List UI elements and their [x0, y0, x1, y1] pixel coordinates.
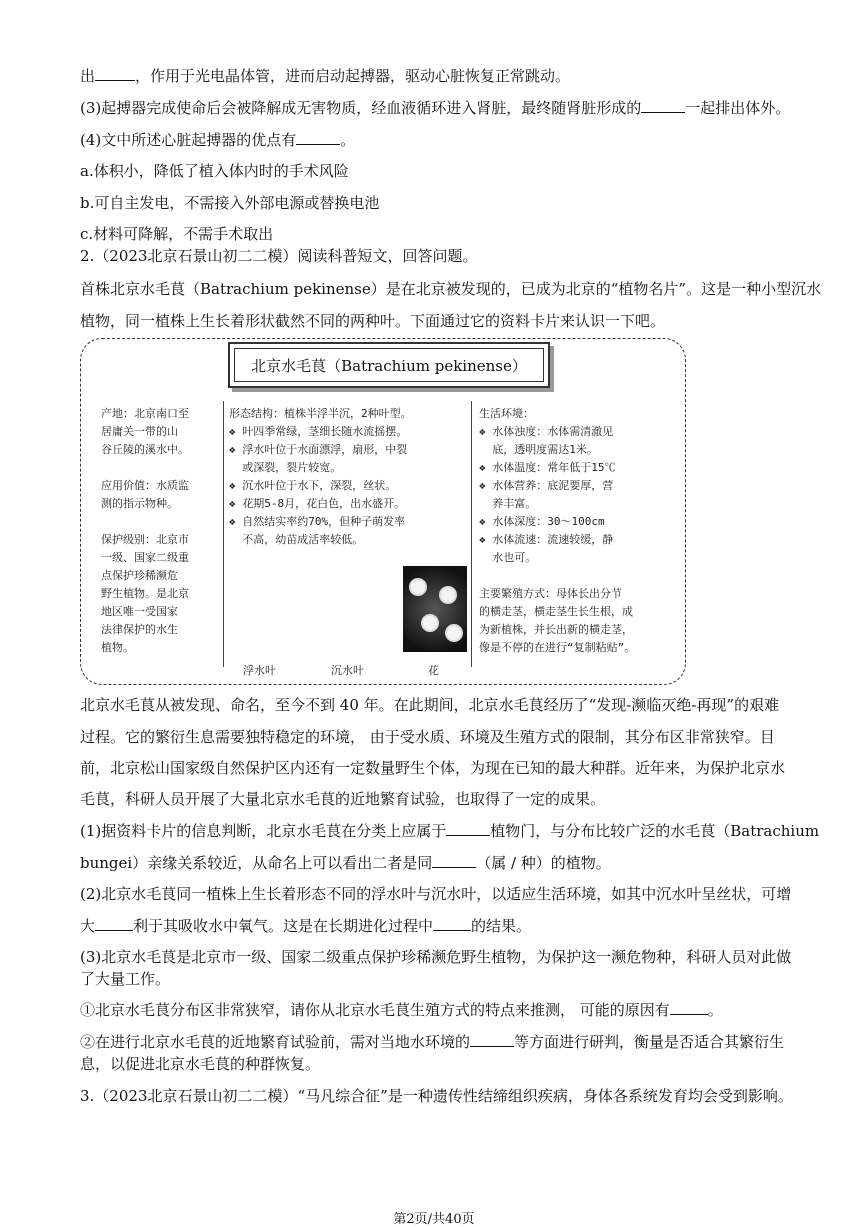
text-line: (4)文中所述心脏起搏器的优点有 。 — [80, 131, 356, 149]
caption-submerged-leaf: 沉水叶 — [331, 664, 364, 677]
answer-blank[interactable] — [670, 1000, 708, 1015]
question-3-header: 3.（2023北京石景山初二二模）“马凡综合征”是一种遗传性结缔组织疾病，身体各系统发育均会受到影响。 — [80, 1087, 793, 1105]
card-title: 北京水毛茛（Batrachium pekinense） — [234, 348, 544, 382]
option-c: c.材料可降解，不需手术取出 — [80, 225, 274, 243]
answer-blank[interactable] — [446, 821, 490, 836]
column-divider — [471, 401, 472, 667]
page-footer: 第2页/共40页 — [393, 1212, 475, 1227]
card-title-frame — [228, 342, 550, 388]
answer-blank[interactable] — [95, 66, 135, 81]
option-b: b.可自主发电，不需接入外部电源或替换电池 — [80, 194, 380, 212]
card-left-column: 产地：北京南口至 居庸关一带的山 谷丘陵的溪水中。 应用价值：水质监 测的指示物种。 保护级别：北京市 一级、国家二级重 点保护珍稀濒危 野生植物。是北京 地区唯一受国家 法律保护的水生 植物。 — [101, 407, 189, 654]
answer-blank[interactable] — [95, 916, 133, 931]
caption-flower: 花 — [428, 664, 439, 677]
question-line: (2)北京水毛茛同一植株上生长着形态不同的浮水叶与沉水叶，以适应生活环境，如其中沉水叶呈丝状，可增 — [80, 885, 792, 903]
intro-line: 植物，同一植株上生长着形状截然不同的两种叶。下面通过它的资料卡片来认识一下吧。 — [80, 312, 666, 330]
card-middle-column: 形态结构：植株半浮半沉，2种叶型。 ❖ 叶四季常绿，茎细长随水流摇摆。 ❖ 浮水叶位于水面漂浮，扇形，中裂 或深裂，裂片较宽。 ❖ 沉水叶位于水下，深裂，丝状。 ❖ 花期5-8月，花白色，出水盛开。 ❖ 自然结实率约70%，但种子萌发率 不高，幼苗成活率较低。 — [229, 407, 412, 546]
para-line: 前，北京松山国家级自然保护区内还有一定数量野生个体，为现在已知的最大种群。近年来，为保护北京水 — [80, 759, 786, 777]
column-divider — [223, 401, 224, 667]
question-line: 大 利于其吸收水中氧气。这是在长期进化过程中 的结果。 — [80, 917, 532, 935]
answer-blank[interactable] — [432, 853, 476, 868]
answer-blank[interactable] — [296, 130, 340, 145]
answer-blank[interactable] — [470, 1032, 514, 1047]
question-line: 息，以促进北京水毛茛的种群恢复。 — [80, 1055, 321, 1073]
question-line: (1)据资料卡片的信息判断，北京水毛茛在分类上应属于 植物门，与分布比较广泛的水毛茛（Batrachium — [80, 822, 820, 840]
text-line: (3)起搏器完成使命后会被降解成无害物质，经血液循环进入肾脏，最终随肾脏形成的 一起排出体外。 — [80, 99, 791, 117]
answer-blank[interactable] — [433, 916, 471, 931]
answer-blank[interactable] — [641, 98, 685, 113]
flower-photo — [403, 566, 467, 652]
question-2-header: 2.（2023北京石景山初二二模）阅读科普短文，回答问题。 — [80, 247, 478, 265]
para-line: 过程。它的繁衍生息需要独特稳定的环境， 由于受水质、环境及生殖方式的限制，其分布区非常狭窄。目 — [80, 728, 775, 746]
question-line: ①北京水毛茛分布区非常狭窄，请你从北京水毛茛生殖方式的特点来推测， 可能的原因有 。 — [80, 1001, 723, 1019]
question-line: bungei）亲缘关系较近，从命名上可以看出二者是同 （属 / 种）的植物。 — [80, 854, 611, 872]
question-line: (3)北京水毛茛是北京市一级、国家二级重点保护珍稀濒危野生植物，为保护这一濒危物种，科研人员对此做 — [80, 948, 792, 966]
question-line: 了大量工作。 — [80, 970, 171, 988]
caption-floating-leaf: 浮水叶 — [243, 664, 276, 677]
question-line: ②在进行北京水毛茛的近地繁育试验前，需对当地水环境的 等方面进行研判，衡量是否适合其繁衍生 — [80, 1033, 785, 1051]
intro-line: 首株北京水毛茛（Batrachium pekinense）是在北京被发现的，已成为北京的“植物名片”。这是一种小型沉水 — [80, 280, 822, 298]
para-line: 北京水毛茛从被发现、命名，至今不到 40 年。在此期间，北京水毛茛经历了“发现-濒临灭绝-再现”的艰难 — [80, 696, 780, 714]
para-line: 毛茛，科研人员开展了大量北京水毛茛的近地繁育试验，也取得了一定的成果。 — [80, 790, 606, 808]
card-right-column: 生活环境： ❖ 水体浊度：水体需清澈见 底，透明度需达1米。 ❖ 水体温度：常年低于15℃ ❖ 水体营养：底泥要厚，营 养丰富。 ❖ 水体深度：30～100cm ❖ 水体流速：流速较缓，静 水也可。 主要繁殖方式：母体长出分节 的横走茎，横走茎生长生根，成 为新植株，并长出新的横走茎， 像是不停的在进行“复制粘贴”。 — [479, 407, 636, 654]
text-line: 出 ，作用于光电晶体管，进而启动起搏器，驱动心脏恢复正常跳动。 — [80, 67, 571, 85]
option-a: a.体积小，降低了植入体内时的手术风险 — [80, 162, 349, 180]
info-card — [80, 338, 686, 685]
